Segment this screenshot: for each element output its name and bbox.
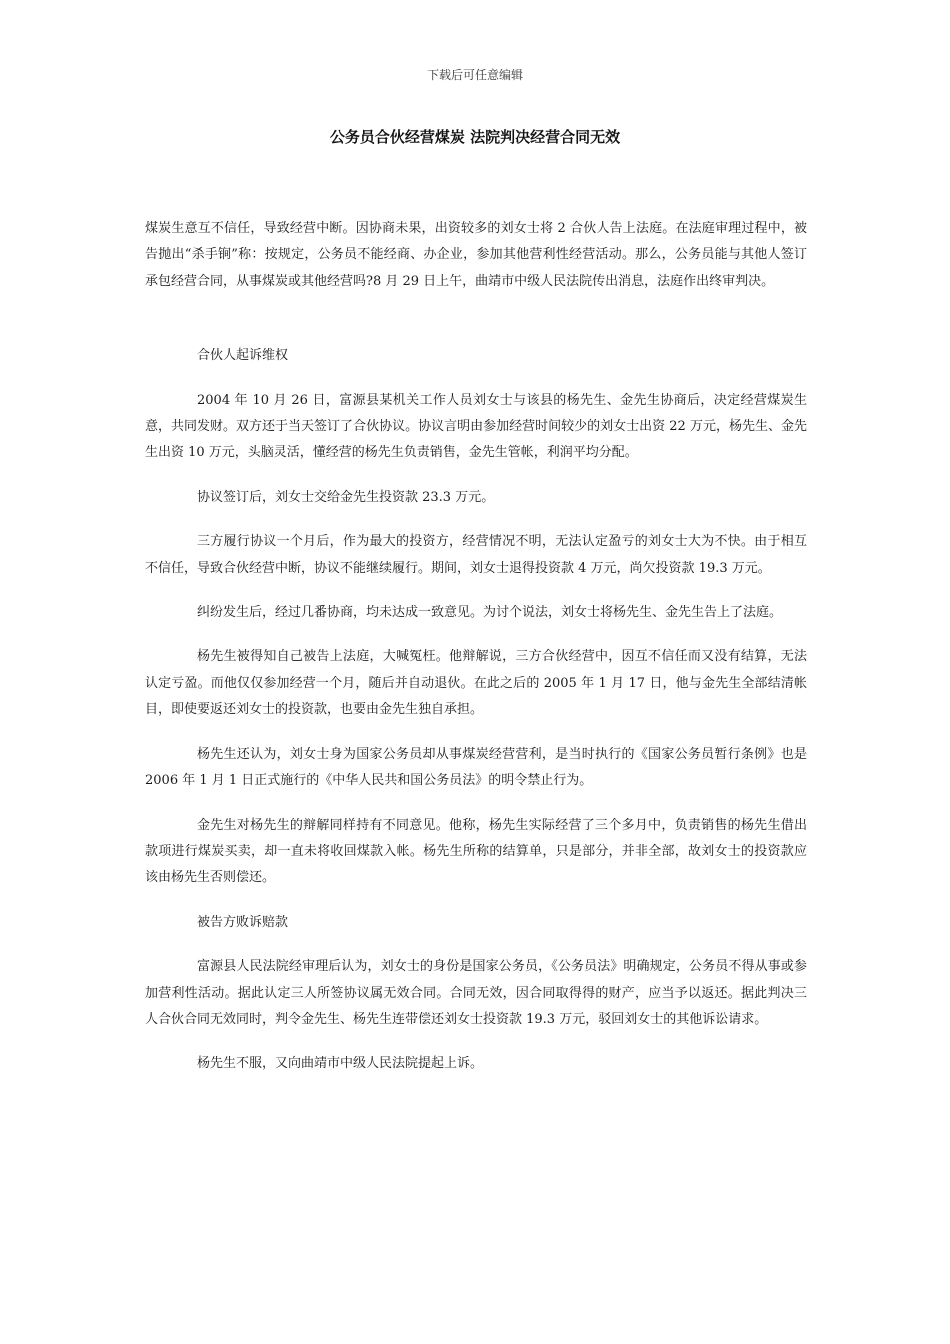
section-heading: 被告方败诉赔款	[197, 914, 289, 930]
section-heading: 合伙人起诉维权	[197, 348, 289, 364]
body-paragraph: 杨先生被得知自己被告上法庭，大喊冤枉。他辩解说，三方合伙经营中，因互不信任而又没有结算，无法认定亏盈。而他仅仅参加经营一个月，随后并自动退伙。在此之后的 2005 年 1 月 17 日，他与金先生全部结清帐目，即使要返还刘女士的投资款，也要由金先生独自承担。	[145, 649, 807, 718]
body-paragraph: 三方履行协议一个月后，作为最大的投资方，经营情况不明，无法认定盈亏的刘女士大为不快。由于相互不信任，导致合伙经营中断，协议不能继续履行。期间，刘女士退得投资款 4 万元，尚欠投资款 19.3 万元。	[145, 534, 807, 576]
body-paragraph: 杨先生不服，又向曲靖市中级人民法院提起上诉。	[197, 1056, 484, 1072]
intro-paragraph: 煤炭生意互不信任，导致经营中断。因协商未果，出资较多的刘女士将 2 合伙人告上法庭。在法庭审理过程中，被告抛出“杀手锏”称：按规定，公务员不能经商、办企业，参加其他营利性经营活动。那么，公务员能与其他人签订承包经营合同，从事煤炭或其他经营吗?8 月 29 日上午，曲靖市中级人民法院传出消息，法庭作出终审判决。	[145, 221, 807, 289]
page-title: 公务员合伙经营煤炭 法院判决经营合同无效	[329, 128, 621, 146]
body-paragraph: 金先生对杨先生的辩解同样持有不同意见。他称，杨先生实际经营了三个多月中，负责销售的杨先生借出款项进行煤炭买卖，却一直未将收回煤款入帐。杨先生所称的结算单，只是部分，并非全部，故刘女士的投资款应该由杨先生否则偿还。	[145, 817, 807, 886]
body-paragraph: 纠纷发生后，经过几番协商，均未达成一致意见。为讨个说法，刘女士将杨先生、金先生告上了法庭。	[197, 605, 783, 621]
body-paragraph: 2004 年 10 月 26 日，富源县某机关工作人员刘女士与该县的杨先生、金先生协商后，决定经营煤炭生意，共同发财。双方还于当天签订了合伙协议。协议言明由参加经营时间较少的刘女士出资 22 万元，杨先生、金先生出资 10 万元，头脑灵活，懂经营的杨先生负责销售，金先生管帐，利润平均分配。	[145, 392, 807, 461]
body-paragraph: 富源县人民法院经审理后认为，刘女士的身份是国家公务员，《公务员法》明确规定，公务员不得从事或参加营利性活动。据此认定三人所签协议属无效合同。合同无效，因合同取得得的财产，应当予以返还。据此判决三人合伙合同无效同时，判令金先生、杨先生连带偿还刘女士投资款 19.3 万元，驳回刘女士的其他诉讼请求。	[145, 959, 807, 1027]
body-paragraph: 协议签订后，刘女士交给金先生投资款 23.3 万元。	[197, 489, 495, 505]
body-paragraph: 杨先生还认为，刘女士身为国家公务员却从事煤炭经营营利，是当时执行的《国家公务员暂行条例》也是 2006 年 1 月 1 日正式施行的《中华人民共和国公务员法》的明令禁止行为。	[145, 746, 807, 789]
header-note: 下载后可任意编辑	[426, 68, 523, 82]
document-body	[145, 216, 807, 1096]
